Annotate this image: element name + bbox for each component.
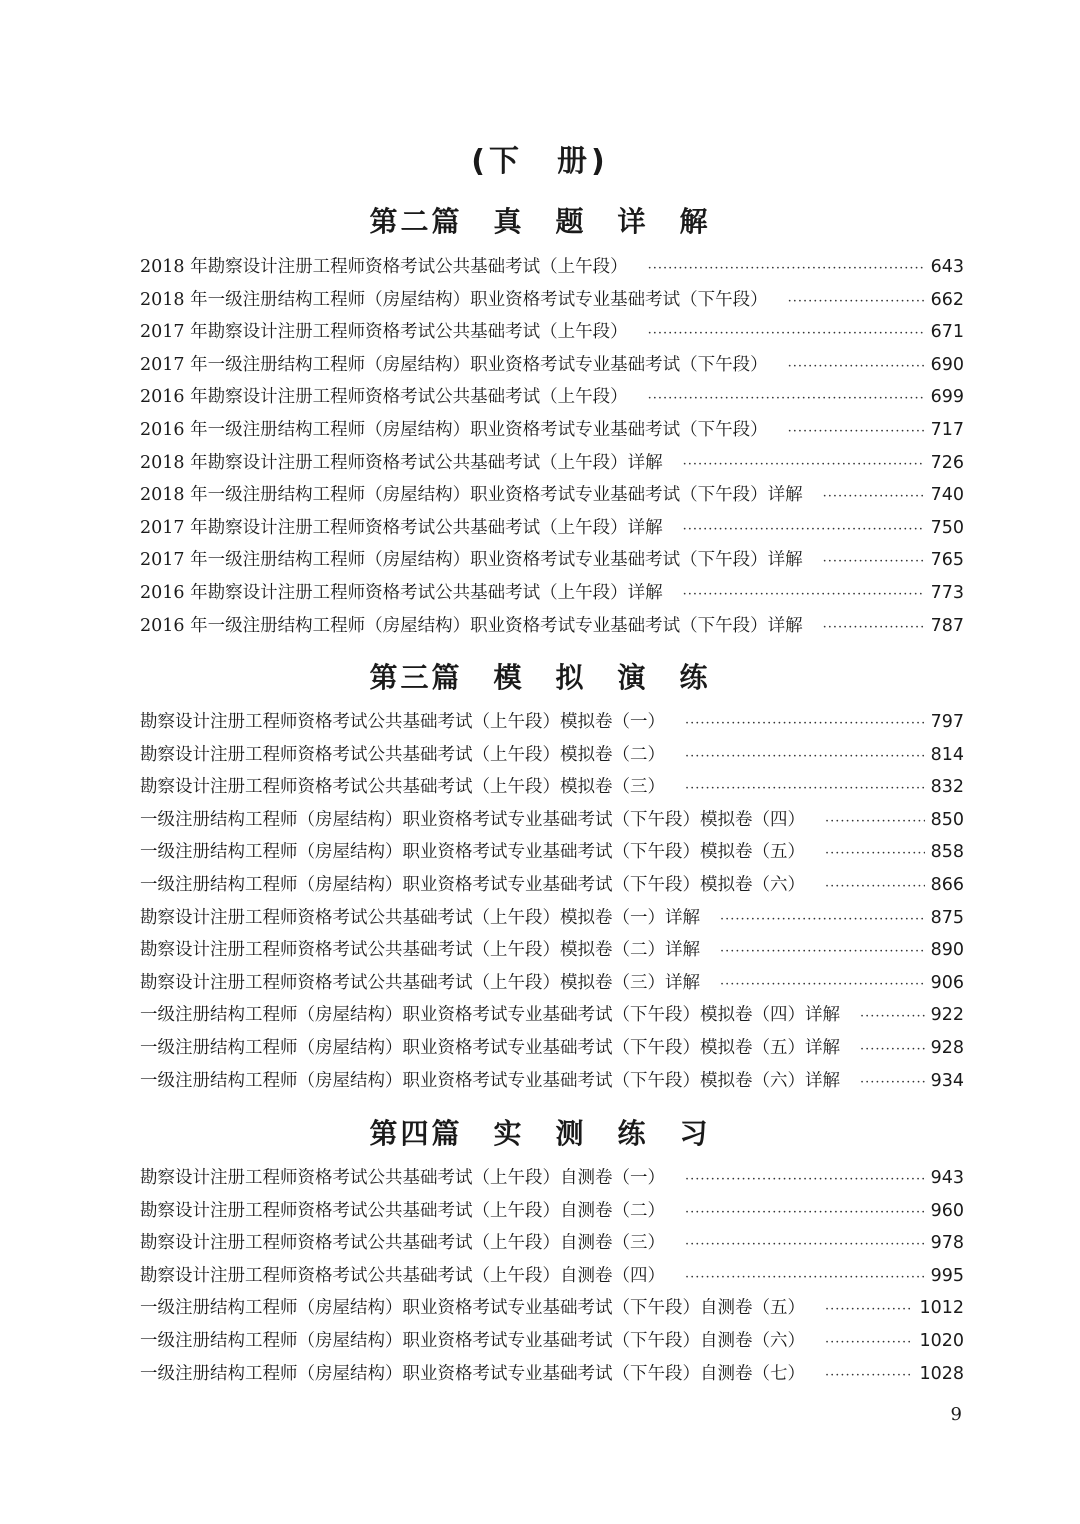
toc-entry-title: 2017 年勘察设计注册工程师资格考试公共基础考试（上午段） <box>140 322 628 343</box>
toc-entry-page: 906 <box>930 972 964 993</box>
page-number: 9 <box>950 1404 962 1425</box>
toc-entry-title: 2016 年一级注册结构工程师（房屋结构）职业资格考试专业基础考试（下午段） <box>140 419 768 440</box>
toc-entry[interactable] <box>140 251 964 284</box>
toc-entry-title: 2017 年一级注册结构工程师（房屋结构）职业资格考试专业基础考试（下午段）详解 <box>140 550 803 571</box>
toc-entry[interactable] <box>140 284 964 317</box>
part-title-text: 第二篇 真 题 详 解 <box>369 205 711 238</box>
toc-entry[interactable] <box>140 869 964 902</box>
toc-list-part-4 <box>140 1162 964 1390</box>
toc-entry-title: 一级注册结构工程师（房屋结构）职业资格考试专业基础考试（下午段）模拟卷（六） <box>140 874 805 895</box>
toc-entry-title: 一级注册结构工程师（房屋结构）职业资格考试专业基础考试（下午段）自测卷（五） <box>140 1298 805 1319</box>
leader-dots <box>683 449 925 482</box>
toc-entry-title: 勘察设计注册工程师资格考试公共基础考试（上午段）自测卷（一） <box>140 1168 665 1188</box>
toc-entry-page: 787 <box>930 615 964 636</box>
leader-dots <box>823 546 925 579</box>
toc-entry[interactable] <box>140 447 964 480</box>
toc-entry-page: 1028 <box>919 1363 964 1384</box>
leader-dots <box>685 773 925 806</box>
toc-entry[interactable] <box>140 610 964 643</box>
toc-entry[interactable] <box>140 1195 964 1228</box>
toc-entry-page: 1020 <box>919 1330 964 1351</box>
toc-entry-page: 662 <box>930 289 964 310</box>
toc-entry[interactable] <box>140 999 964 1032</box>
toc-entry[interactable] <box>140 804 964 837</box>
leader-dots <box>648 318 925 351</box>
leader-dots <box>825 1360 913 1393</box>
toc-entry-page: 643 <box>930 257 964 277</box>
part-title-3 <box>0 656 1080 696</box>
leader-dots <box>825 806 925 839</box>
toc-entry-title: 一级注册结构工程师（房屋结构）职业资格考试专业基础考试（下午段）模拟卷（四） <box>140 809 805 830</box>
leader-dots <box>683 514 925 547</box>
toc-entry-page: 943 <box>930 1168 964 1188</box>
toc-entry-page: 1012 <box>919 1298 964 1319</box>
toc-entry[interactable] <box>140 1032 964 1065</box>
leader-dots <box>823 612 925 645</box>
part-title-text: 第四篇 实 测 练 习 <box>369 1117 711 1150</box>
toc-entry-page: 690 <box>930 354 964 375</box>
toc-entry[interactable] <box>140 577 964 610</box>
toc-entry-title: 2018 年勘察设计注册工程师资格考试公共基础考试（上午段）详解 <box>140 452 663 473</box>
leader-dots <box>825 838 925 871</box>
toc-entry-title: 勘察设计注册工程师资格考试公共基础考试（上午段）自测卷（四） <box>140 1265 665 1286</box>
toc-entry-title: 2018 年勘察设计注册工程师资格考试公共基础考试（上午段） <box>140 257 628 277</box>
leader-dots <box>648 253 925 286</box>
leader-dots <box>825 1294 913 1327</box>
toc-entry[interactable] <box>140 316 964 349</box>
leader-dots <box>685 1229 925 1262</box>
toc-entry-page: 832 <box>930 777 964 798</box>
toc-entry-title: 2017 年勘察设计注册工程师资格考试公共基础考试（上午段）详解 <box>140 517 663 538</box>
toc-entry[interactable] <box>140 381 964 414</box>
toc-entry[interactable] <box>140 479 964 512</box>
part-title-text: 第三篇 模 拟 演 练 <box>369 661 711 694</box>
part-title-4 <box>0 1112 1080 1152</box>
toc-entry-title: 2016 年勘察设计注册工程师资格考试公共基础考试（上午段）详解 <box>140 582 663 603</box>
toc-entry[interactable] <box>140 414 964 447</box>
leader-dots <box>685 1164 925 1197</box>
toc-entry-page: 765 <box>930 550 964 571</box>
leader-dots <box>685 1262 925 1295</box>
toc-entry[interactable] <box>140 1325 964 1358</box>
toc-entry[interactable] <box>140 512 964 545</box>
part-title-2 <box>0 200 1080 240</box>
toc-entry-title: 勘察设计注册工程师资格考试公共基础考试（上午段）模拟卷（三）详解 <box>140 972 700 993</box>
toc-entry-page: 960 <box>930 1200 964 1221</box>
toc-entry[interactable] <box>140 902 964 935</box>
toc-entry-title: 勘察设计注册工程师资格考试公共基础考试（上午段）模拟卷（二） <box>140 744 665 765</box>
toc-entry-title: 一级注册结构工程师（房屋结构）职业资格考试专业基础考试（下午段）自测卷（七） <box>140 1363 805 1384</box>
toc-entry-title: 勘察设计注册工程师资格考试公共基础考试（上午段）模拟卷（一）详解 <box>140 907 700 928</box>
toc-entry-page: 890 <box>930 940 964 961</box>
leader-dots <box>648 383 925 416</box>
toc-entry-page: 995 <box>930 1265 964 1286</box>
toc-entry[interactable] <box>140 771 964 804</box>
toc-entry-page: 858 <box>930 842 964 863</box>
leader-dots <box>685 708 925 741</box>
leader-dots <box>823 481 925 514</box>
toc-list-part-3 <box>140 706 964 1097</box>
toc-entry[interactable] <box>140 1292 964 1325</box>
toc-entry-title: 2016 年勘察设计注册工程师资格考试公共基础考试（上午段） <box>140 387 628 408</box>
leader-dots <box>860 1034 925 1067</box>
toc-entry-title: 一级注册结构工程师（房屋结构）职业资格考试专业基础考试（下午段）模拟卷（五）详解 <box>140 1037 840 1058</box>
toc-entry-title: 2017 年一级注册结构工程师（房屋结构）职业资格考试专业基础考试（下午段） <box>140 354 768 375</box>
leader-dots <box>825 1327 913 1360</box>
toc-entry-page: 814 <box>930 744 964 765</box>
toc-entry-page: 850 <box>930 809 964 830</box>
toc-entry-title: 2018 年一级注册结构工程师（房屋结构）职业资格考试专业基础考试（下午段） <box>140 289 768 310</box>
toc-entry-title: 勘察设计注册工程师资格考试公共基础考试（上午段）模拟卷（三） <box>140 777 665 798</box>
toc-entry[interactable] <box>140 706 964 739</box>
toc-entry-title: 勘察设计注册工程师资格考试公共基础考试（上午段）模拟卷（二）详解 <box>140 940 700 961</box>
toc-entry-page: 717 <box>930 419 964 440</box>
leader-dots <box>720 969 925 1002</box>
toc-entry-page: 866 <box>930 874 964 895</box>
toc-entry-title: 勘察设计注册工程师资格考试公共基础考试（上午段）自测卷（二） <box>140 1200 665 1221</box>
toc-entry-page: 773 <box>930 582 964 603</box>
toc-entry-page: 671 <box>930 322 964 343</box>
toc-entry-title: 2018 年一级注册结构工程师（房屋结构）职业资格考试专业基础考试（下午段）详解 <box>140 485 803 506</box>
leader-dots <box>685 741 925 774</box>
toc-entry[interactable] <box>140 1065 964 1098</box>
toc-entry[interactable] <box>140 544 964 577</box>
leader-dots <box>720 904 925 937</box>
toc-entry-title: 勘察设计注册工程师资格考试公共基础考试（上午段）模拟卷（一） <box>140 712 665 732</box>
toc-entry[interactable] <box>140 1227 964 1260</box>
toc-entry[interactable] <box>140 1260 964 1293</box>
toc-entry-title: 一级注册结构工程师（房屋结构）职业资格考试专业基础考试（下午段）模拟卷（六）详解 <box>140 1070 840 1091</box>
toc-entry-page: 726 <box>930 452 964 473</box>
toc-entry-title: 2016 年一级注册结构工程师（房屋结构）职业资格考试专业基础考试（下午段）详解 <box>140 615 803 636</box>
toc-list-part-2 <box>140 251 964 642</box>
toc-entry-title: 一级注册结构工程师（房屋结构）职业资格考试专业基础考试（下午段）模拟卷（五） <box>140 842 805 863</box>
toc-entry[interactable] <box>140 349 964 382</box>
leader-dots <box>788 286 925 319</box>
toc-entry[interactable] <box>140 934 964 967</box>
toc-entry-page: 922 <box>930 1005 964 1026</box>
leader-dots <box>788 416 925 449</box>
leader-dots <box>683 579 925 612</box>
toc-entry-page: 699 <box>930 387 964 408</box>
toc-entry-page: 978 <box>930 1233 964 1254</box>
toc-entry-title: 一级注册结构工程师（房屋结构）职业资格考试专业基础考试（下午段）自测卷（六） <box>140 1330 805 1351</box>
leader-dots <box>685 1197 925 1230</box>
toc-entry[interactable] <box>140 739 964 772</box>
toc-entry-page: 928 <box>930 1037 964 1058</box>
volume-title: (下 册) <box>471 144 609 179</box>
toc-entry-title: 一级注册结构工程师（房屋结构）职业资格考试专业基础考试（下午段）模拟卷（四）详解 <box>140 1005 840 1026</box>
leader-dots <box>825 871 925 904</box>
toc-entry-page: 934 <box>930 1070 964 1091</box>
toc-entry[interactable] <box>140 1162 964 1195</box>
leader-dots <box>720 936 925 969</box>
toc-entry[interactable] <box>140 967 964 1000</box>
toc-entry-page: 875 <box>930 907 964 928</box>
toc-entry-page: 740 <box>930 485 964 506</box>
leader-dots <box>788 351 925 384</box>
toc-entry[interactable] <box>140 1358 964 1391</box>
toc-entry-page: 797 <box>930 712 964 732</box>
leader-dots <box>860 1067 925 1100</box>
toc-entry-page: 750 <box>930 517 964 538</box>
toc-entry-title: 勘察设计注册工程师资格考试公共基础考试（上午段）自测卷（三） <box>140 1233 665 1254</box>
toc-entry[interactable] <box>140 836 964 869</box>
leader-dots <box>860 1001 925 1034</box>
